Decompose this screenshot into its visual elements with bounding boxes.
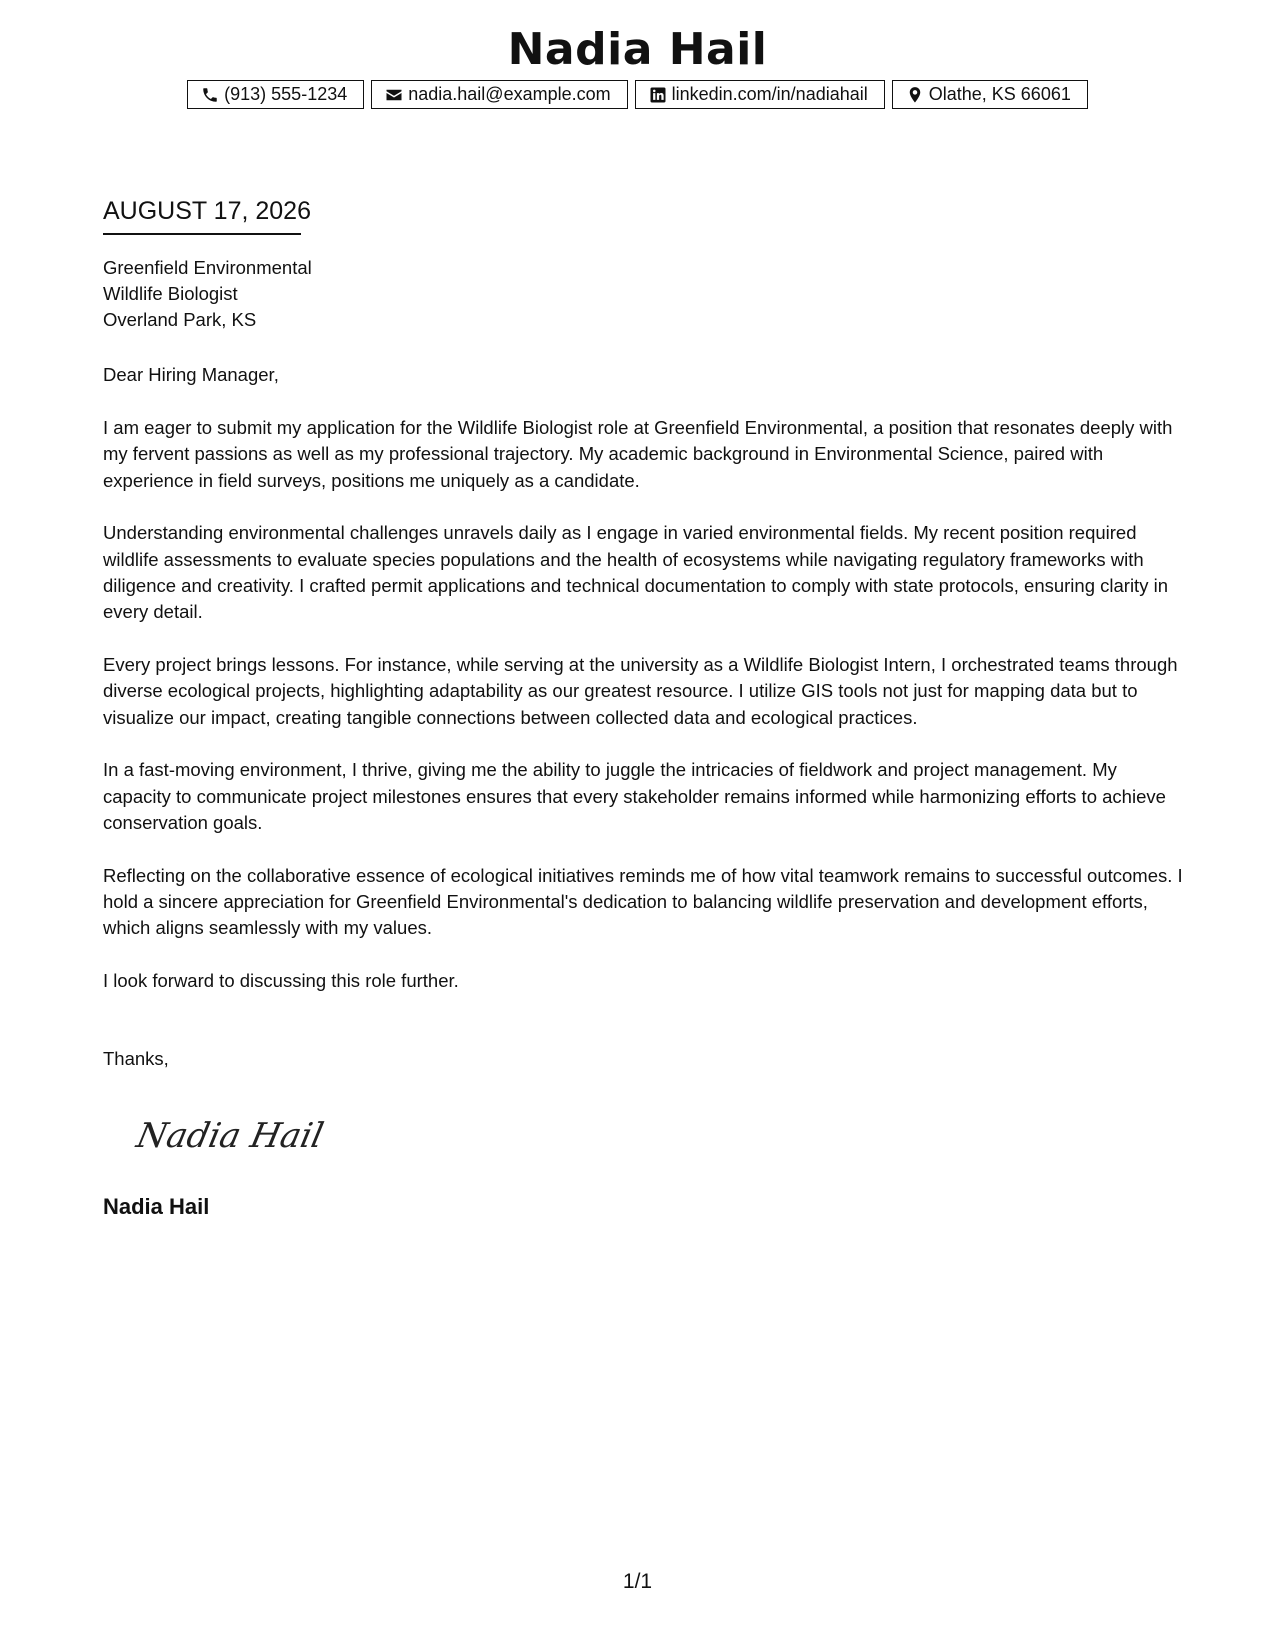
recipient-company: Greenfield Environmental xyxy=(103,257,312,278)
linkedin-icon xyxy=(649,86,667,104)
recipient-block xyxy=(103,255,312,333)
body-paragraph: In a fast-moving environment, I thrive, giving me the ability to juggle the intricacies of fieldwork and project management. My capacity to communicate project milestones ensures that every stakeholder remains informed while harmonizing efforts to achieve conservation goals. xyxy=(103,759,1166,834)
signature-text: Nadia Hail xyxy=(133,1116,327,1156)
phone-text: (913) 555-1234 xyxy=(224,84,348,104)
signer-name: Nadia Hail xyxy=(103,1194,210,1219)
linkedin-text: linkedin.com/in/nadiahail xyxy=(671,84,868,104)
contact-linkedin[interactable] xyxy=(635,80,885,109)
letter-body xyxy=(103,415,1183,1021)
location-text: Olathe, KS 66061 xyxy=(928,84,1071,104)
recipient-location: Overland Park, KS xyxy=(103,309,257,330)
body-paragraph: I am eager to submit my application for the Wildlife Biologist role at Greenfield Environmental, a position that resonates deeply with my fervent passions as well as my professional trajectory. My academic background in Environmental Science, paired with experience in field surveys, positions me uniquely as a candidate. xyxy=(103,417,1173,491)
page-number: 1/1 xyxy=(622,1570,653,1593)
body-paragraph: I look forward to discussing this role further. xyxy=(103,970,459,992)
phone-icon xyxy=(201,86,219,104)
closing: Thanks, xyxy=(103,1048,169,1069)
body-paragraph: Every project brings lessons. For instance, while serving at the university as a Wildlife Biologist Intern, I orchestrated teams through diverse ecological projects, highlighting adaptability as our greatest resource. I utilize GIS tools not just for mapping data but to visualize our impact, creating tangible connections between collected data and ecological practices. xyxy=(103,654,1178,728)
contact-phone[interactable] xyxy=(187,80,364,109)
body-paragraph: Reflecting on the collaborative essence of ecological initiatives reminds me of how vital teamwork remains to successful outcomes. I hold a sincere appreciation for Greenfield Environmental's dedication to balancing wildlife preservation and development efforts, which aligns seamlessly with my values. xyxy=(103,864,1183,939)
email-text: nadia.hail@example.com xyxy=(408,84,611,104)
letter-date: AUGUST 17, 2026 xyxy=(103,197,311,225)
date-underline xyxy=(103,233,301,235)
salutation: Dear Hiring Manager, xyxy=(103,364,279,385)
body-paragraph: Understanding environmental challenges unravels daily as I engage in varied environmental fields. My recent position required wildlife assessments to evaluate species populations and the health of ecosystems while navigating regulatory frameworks with diligence and creativity. I crafted permit applications and technical documentation to comply with state protocols, ensuring clarity in every detail. xyxy=(103,522,1168,623)
recipient-position: Wildlife Biologist xyxy=(103,283,238,304)
contact-email[interactable] xyxy=(371,80,627,109)
contact-info-row xyxy=(0,80,1275,109)
contact-location[interactable] xyxy=(892,80,1088,109)
applicant-name-heading: Nadia Hail xyxy=(507,24,768,75)
map-pin-icon xyxy=(906,86,924,104)
envelope-icon xyxy=(385,86,403,104)
handwritten-signature xyxy=(132,1105,332,1165)
